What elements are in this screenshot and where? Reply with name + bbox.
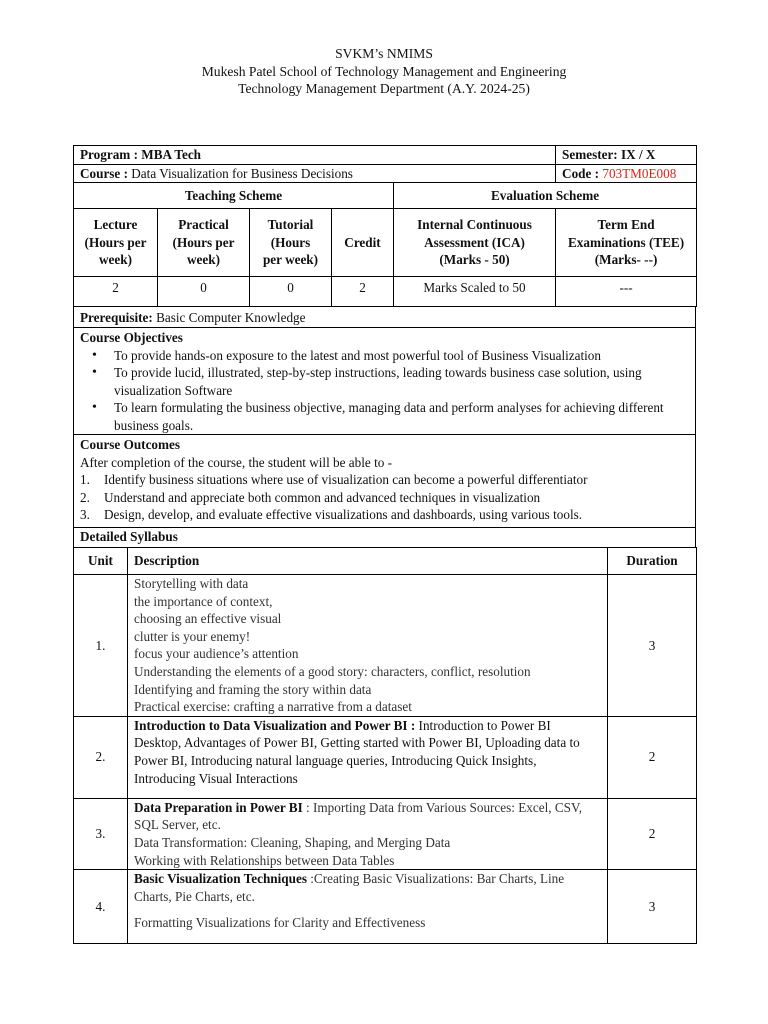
objective-item: • To learn formulating the business objective, managing data and perform analyses for achieving different business goals. <box>114 399 689 434</box>
unit-number: 1. <box>74 575 128 717</box>
objective-item: • To provide hands-on exposure to the latest and most powerful tool of Business Visualization <box>114 347 689 365</box>
credit-header: Credit <box>332 209 394 277</box>
teaching-scheme-heading: Teaching Scheme <box>74 183 394 209</box>
tutorial-header: Tutorial (Hours per week) <box>250 209 332 277</box>
school-name: Mukesh Patel School of Technology Management and Engineering <box>201 63 567 79</box>
unit-number: 4. <box>74 870 128 944</box>
syllabus-title: Detailed Syllabus <box>80 529 178 544</box>
outcome-item: Understand and appreciate both common and advanced techniques in visualization <box>104 489 541 505</box>
description-header: Description <box>128 548 608 575</box>
outcomes-intro: After completion of the course, the student will be able to - <box>80 454 393 470</box>
tutorial-value: 0 <box>250 277 332 307</box>
document-header <box>0 45 768 98</box>
practical-header: Practical (Hours per week) <box>158 209 250 277</box>
practical-value: 0 <box>158 277 250 307</box>
unit-duration: 3 <box>608 870 697 944</box>
unit-header: Unit <box>74 548 128 575</box>
prerequisite-value: Basic Computer Knowledge <box>156 310 306 325</box>
objectives-list <box>80 347 689 435</box>
tee-header: Term End Examinations (TEE) (Marks- --) <box>556 209 697 277</box>
lecture-header: Lecture (Hours per week) <box>74 209 158 277</box>
unit-number: 3. <box>74 798 128 869</box>
unit-description: Introduction to Data Visualization and Power BI : Introduction to Power BI Desktop, Advantages of Power BI, Getting started with Power BI, Uploading data to Power BI, Introducing natural language queries, Introducing Quick Insights, Introducing Visual Interactions <box>128 716 608 798</box>
syllabus-title-row <box>73 528 696 548</box>
institution-name: SVKM’s NMIMS <box>335 46 433 61</box>
course-cell: Course : Data Visualization for Business Decisions <box>74 164 556 183</box>
evaluation-scheme-heading: Evaluation Scheme <box>394 183 697 209</box>
course-code: 703TM0E008 <box>602 165 677 181</box>
code-cell: Code : 703TM0E008 <box>556 164 697 183</box>
prerequisite-row: Prerequisite: Basic Computer Knowledge <box>73 306 696 328</box>
unit-duration: 2 <box>608 716 697 798</box>
program-cell: Program : MBA Tech <box>74 146 556 165</box>
outcomes-list <box>80 471 689 524</box>
ica-value: Marks Scaled to 50 <box>394 277 556 307</box>
outcome-item: Design, develop, and evaluate effective visualizations and dashboards, using various tools. <box>104 507 583 523</box>
course-outcomes-section <box>73 435 696 528</box>
unit-description: Basic Visualization Techniques :Creating Basic Visualizations: Bar Charts, Line Charts, Pie Charts, etc. Formatting Visualizations for Clarity and Effectiveness <box>128 870 608 944</box>
course-info-table <box>73 145 696 307</box>
syllabus-table <box>73 547 696 944</box>
outcomes-title: Course Outcomes <box>80 437 180 452</box>
unit-description: Storytelling with data the importance of context, choosing an effective visual clutter is your enemy! focus your audience’s attention Understanding the elements of a good story: characters, conflict, resolution Identifying and framing the story within data Practical exercise: crafting a narrative from a dataset <box>128 575 608 717</box>
table-row <box>74 575 697 717</box>
unit-duration: 2 <box>608 798 697 869</box>
objective-item: • To provide lucid, illustrated, step-by-step instructions, leading towards business case solution, using visualization Software <box>114 364 689 399</box>
tee-value: --- <box>556 277 697 307</box>
department-name: Technology Management Department (A.Y. 2024-25) <box>238 81 530 96</box>
table-row <box>74 798 697 869</box>
unit-duration: 3 <box>608 575 697 717</box>
course-objectives-section <box>73 328 696 435</box>
lecture-value: 2 <box>74 277 158 307</box>
objectives-title: Course Objectives <box>80 330 183 345</box>
credit-value: 2 <box>332 277 394 307</box>
unit-number: 2. <box>74 716 128 798</box>
outcome-item: Identify business situations where use of visualization can become a powerful differentiator <box>104 472 588 488</box>
unit-description: Data Preparation in Power BI : Importing Data from Various Sources: Excel, CSV, SQL Server, etc. Data Transformation: Cleaning, Shaping, and Merging Data Working with Relationships between Data Tables <box>128 798 608 869</box>
semester-cell: Semester: IX / X <box>556 146 697 165</box>
ica-header: Internal Continuous Assessment (ICA) (Marks - 50) <box>394 209 556 277</box>
duration-header: Duration <box>608 548 697 575</box>
table-row <box>74 870 697 944</box>
table-row <box>74 716 697 798</box>
